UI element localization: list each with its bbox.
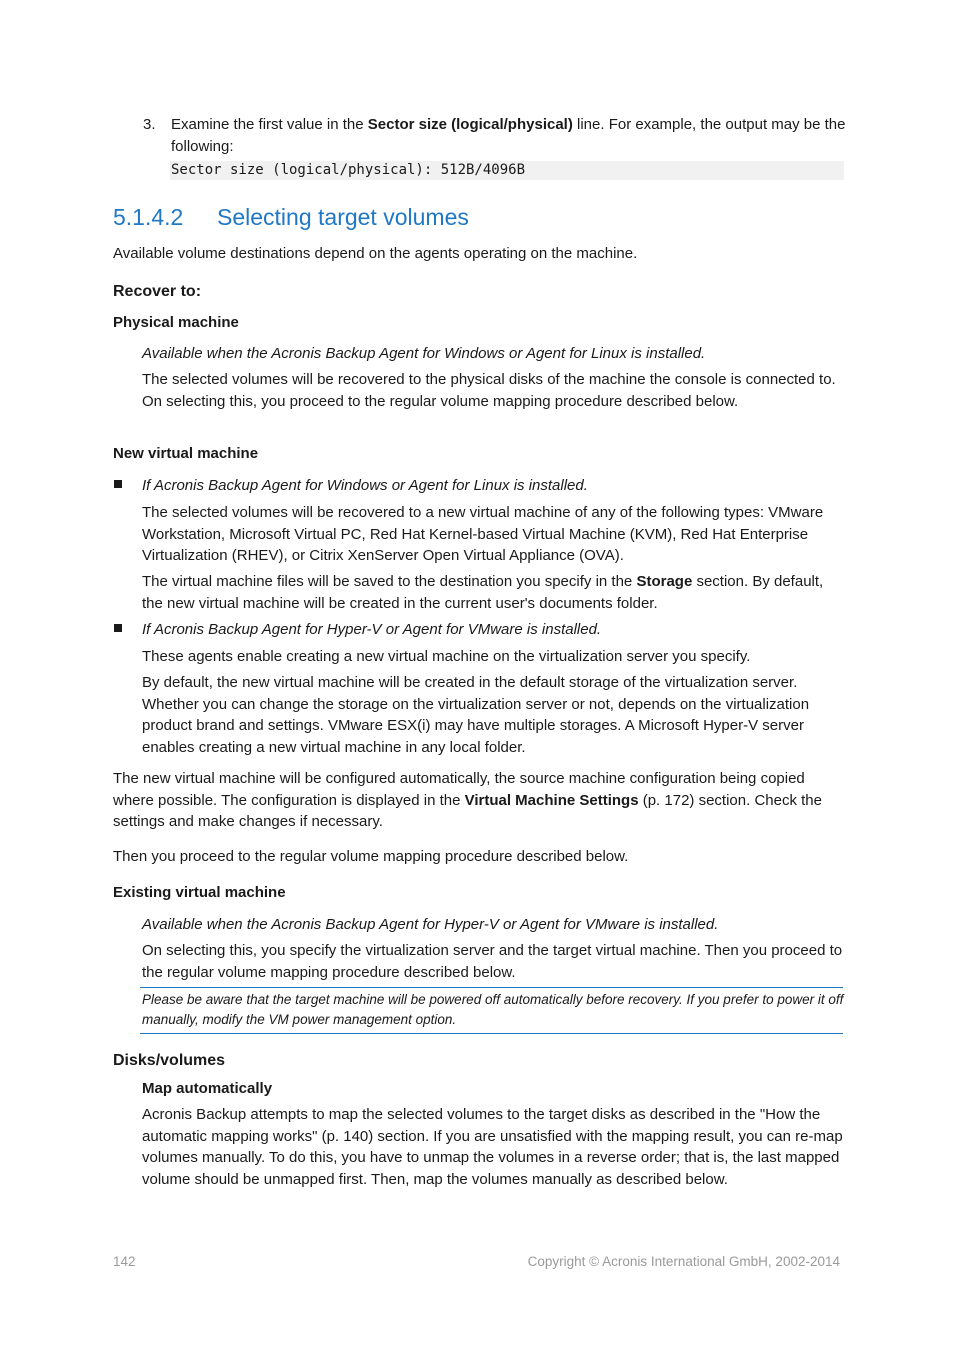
section-number: 5.1.4.2: [113, 204, 184, 230]
new-vm-then-text: Then you proceed to the regular volume mapping procedure described below.: [113, 848, 629, 865]
physical-machine-text: The selected volumes will be recovered to the physical disks of the machine the console is connected to. On selecting this, you proceed to the regular volume mapping procedure described below.: [142, 371, 836, 410]
page-number: 142: [113, 1254, 136, 1269]
code-sample: Sector size (logical/physical): 512B/4096B: [170, 161, 844, 180]
map-automatically-heading: Map automatically: [142, 1080, 273, 1097]
new-vm-bullet-2: If Acronis Backup Agent for Hyper-V or Agent for VMware is installed.: [142, 621, 602, 638]
new-vm-bullet-1: If Acronis Backup Agent for Windows or Agent for Linux is installed.: [142, 477, 588, 494]
bullet-marker: [114, 480, 122, 488]
new-vm-para-1: The selected volumes will be recovered to a new virtual machine of any of the following types: VMware Workstation, Microsoft Virtual PC, Red Hat Kernel-based Virtual Machine (KVM), Red Hat Enterprise Virtualization (RHEV), or Citrix XenServer Open Virtual Appliance (OVA).: [142, 504, 824, 565]
existing-vm-text: On selecting this, you specify the virtualization server and the target virtual machine. Then you proceed to the regular volume mapping procedure described below.: [142, 942, 843, 981]
new-vm-para-4: By default, the new virtual machine will be created in the default storage of the virtualization server. Whether you can change the storage on the virtualization server or not, depends on the virtualization product brand and settings. VMware ESX(i) may have multiple storages. A Microsoft Hyper-V server enables creating a new virtual machine in any local folder.: [142, 674, 810, 756]
section-intro: Available volume destinations depend on the agents operating on the machine.: [113, 245, 638, 262]
callout-top-rule: [140, 987, 843, 988]
existing-vm-heading: Existing virtual machine: [113, 884, 286, 901]
copyright: Copyright © Acronis International GmbH, 2002-2014: [527, 1254, 840, 1269]
new-vm-para-2: The virtual machine files will be saved to the destination you specify in the Storage section. By default, the new virtual machine will be created in the current user's documents folder.: [142, 573, 824, 612]
recover-to-heading: Recover to:: [113, 283, 202, 300]
existing-vm-note: Available when the Acronis Backup Agent for Hyper-V or Agent for VMware is installed.: [142, 916, 719, 933]
existing-vm-callout: Please be aware that the target machine will be powered off automatically before recovery. If you prefer to power it off manually, modify the VM power management option.: [142, 992, 844, 1027]
new-vm-config-text: The new virtual machine will be configured automatically, the source machine configuration being copied where possible. The configuration is displayed in the Virtual Machine Settings (p. 172) section. Check the settings and make changes if necessary.: [113, 770, 822, 831]
disks-volumes-heading: Disks/volumes: [113, 1052, 226, 1069]
section-title: Selecting target volumes: [217, 204, 469, 230]
map-automatically-text: Acronis Backup attempts to map the selected volumes to the target disks as described in the "How the automatic mapping works" (p. 140) section. If you are unsatisfied with the mapping result, you can re-map volumes manually. To do this, you have to unmap the volumes in a reverse order; that is, the last mapped volume should be unmapped first. Then, map the volumes manually as described below.: [142, 1106, 843, 1188]
step-number: 3.: [143, 116, 156, 133]
callout-bottom-rule: [140, 1033, 843, 1034]
new-vm-para-3: These agents enable creating a new virtual machine on the virtualization server you specify.: [142, 648, 751, 665]
physical-machine-note: Available when the Acronis Backup Agent for Windows or Agent for Linux is installed.: [142, 345, 706, 362]
bullet-marker: [114, 624, 122, 632]
new-vm-heading: New virtual machine: [113, 445, 259, 462]
physical-machine-heading: Physical machine: [113, 314, 239, 331]
step-text: Examine the first value in the Sector size (logical/physical) line. For example, the output may be the following:: [171, 116, 846, 155]
